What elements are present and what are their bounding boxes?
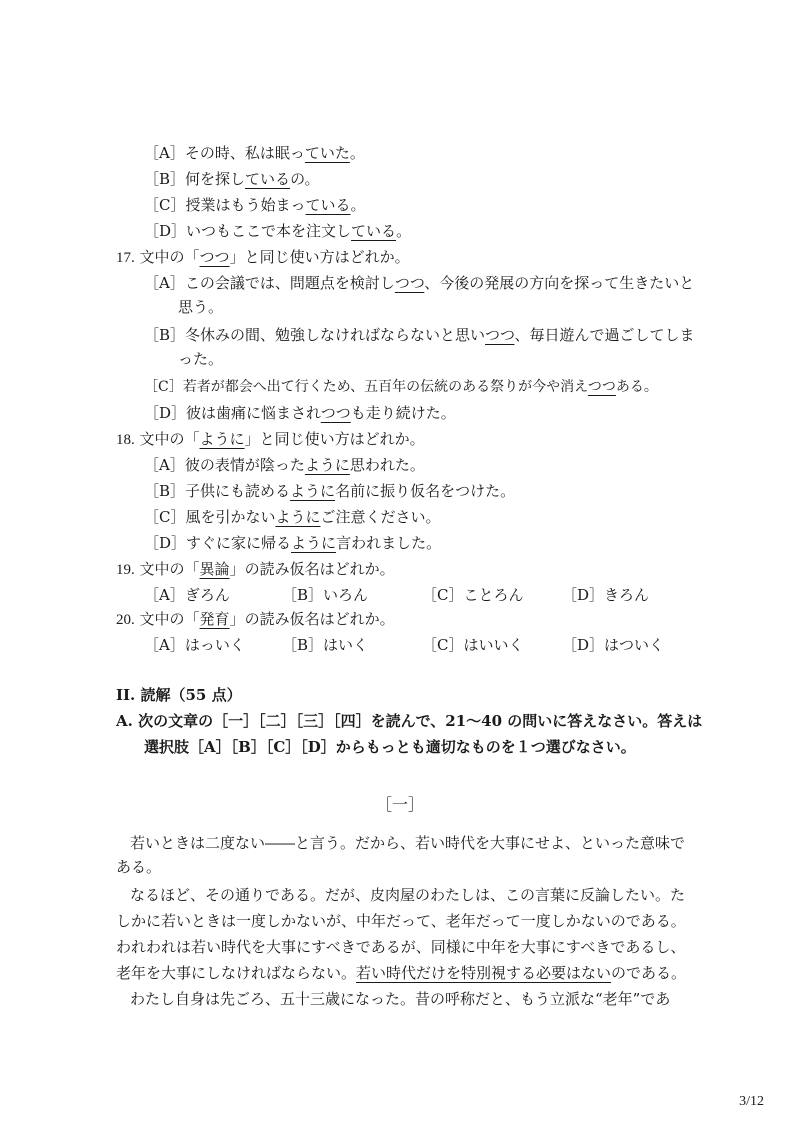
option-text: 何を探し — [185, 170, 246, 188]
option-text: はいく — [323, 636, 369, 654]
underlined-text: ている — [245, 170, 291, 188]
option-text: ことろん — [463, 586, 524, 604]
option-text: 彼は歯痛に悩まされ — [186, 404, 321, 422]
q16-option-c — [144, 194, 366, 216]
q19-question — [116, 558, 395, 581]
option-d — [562, 634, 664, 656]
passage-title: ［一］ — [375, 795, 424, 814]
question-text: 」と同じ使い方はどれか。 — [229, 248, 410, 266]
underlined-text: ている — [351, 222, 397, 240]
option-label: ［D］ — [562, 586, 605, 604]
option-text: 。 — [350, 196, 366, 214]
passage-line-5: われわれは若い時代を大事にすべきであるが、同様に中年を大事にすべきであるし、 — [116, 938, 686, 956]
underlined-text: つつ — [394, 274, 425, 292]
q17-question — [116, 246, 410, 269]
option-text: いろん — [323, 586, 369, 604]
passage-line-3: なるほど、その通りである。だが、皮肉屋のわたしは、この言葉に反論したい。た — [130, 886, 686, 904]
option-text: 名前に振り仮名をつけた。 — [335, 482, 516, 500]
option-label: ［C］ — [422, 636, 464, 654]
underlined-text: つつ — [199, 248, 230, 266]
option-b — [282, 584, 422, 606]
option-label: ［A］ — [144, 456, 185, 474]
underlined-text: ように — [290, 482, 336, 500]
question-text: 文中の「 — [139, 248, 200, 266]
option-label: ［B］ — [144, 482, 186, 500]
option-label: ［A］ — [144, 586, 185, 604]
option-b — [282, 634, 422, 656]
option-text: 授業はもう始まっ — [185, 196, 306, 214]
passage-line-2: ある。 — [116, 858, 162, 876]
option-text: 冬休みの間、勉強しなければならないと思い — [185, 326, 486, 344]
option-text: 。 — [396, 222, 412, 240]
q20-options — [144, 634, 664, 656]
option-label: ［A］ — [144, 144, 185, 162]
option-label: ［B］ — [282, 636, 324, 654]
option-text: その時、私は眠っ — [184, 144, 305, 162]
underlined-text: ように — [275, 508, 321, 526]
option-text: はっいく — [184, 636, 245, 654]
instruction-number: A. — [116, 712, 133, 730]
q16-option-d — [144, 220, 411, 242]
page-number: 3/12 — [739, 1094, 764, 1109]
option-label: ［D］ — [144, 222, 187, 240]
question-number: 19. — [116, 562, 135, 578]
instruction-text: 次の文章の［一］［二］［三］［四］を読んで、21～40 の問いに答えなさい。答えは — [138, 712, 703, 730]
question-text: 」の読み仮名はどれか。 — [229, 610, 395, 628]
option-text: すぐに家に帰る — [186, 534, 292, 552]
option-label: ［A］ — [144, 636, 185, 654]
option-label: ［B］ — [144, 170, 186, 188]
underlined-text: ように — [304, 456, 350, 474]
option-text: きろん — [604, 586, 650, 604]
option-a — [144, 634, 282, 656]
underlined-text: 発育 — [199, 610, 230, 628]
underlined-text: ように — [291, 534, 337, 552]
q18-option-d — [144, 532, 441, 554]
option-label: ［C］ — [144, 196, 186, 214]
option-label: ［D］ — [144, 534, 187, 552]
option-label: ［C］ — [422, 586, 464, 604]
underlined-text: 異論 — [199, 560, 230, 578]
option-a — [144, 584, 282, 606]
option-label: ［D］ — [144, 404, 187, 422]
passage-text: 老年を大事にしなければならない。 — [116, 964, 357, 982]
q17-option-d — [144, 402, 456, 424]
option-text: 彼の表情が陰った — [184, 456, 305, 474]
q16-option-a — [144, 142, 365, 164]
question-text: 」の読み仮名はどれか。 — [229, 560, 395, 578]
passage-line-4: しかに若いときは一度しかないが、中年だって、老年だって一度しかないのである。 — [116, 912, 686, 930]
question-number: 18. — [116, 432, 135, 448]
option-text: はついく — [604, 636, 665, 654]
option-text: ある。 — [615, 379, 658, 395]
underlined-text: ように — [199, 430, 245, 448]
option-d — [562, 584, 649, 606]
question-text: 文中の「 — [139, 560, 200, 578]
option-text: 。 — [349, 144, 365, 162]
option-text: の。 — [290, 170, 320, 188]
underlined-text: つつ — [485, 326, 515, 344]
option-text: ご注意ください。 — [320, 508, 441, 526]
option-text: 風を引かない — [185, 508, 276, 526]
question-text: 文中の「 — [139, 430, 200, 448]
q17-option-b-cont — [178, 348, 223, 370]
passage-text: のである。 — [611, 964, 687, 982]
q17-option-c — [144, 376, 658, 398]
underlined-text: つつ — [320, 404, 351, 422]
option-text: ぎろん — [184, 586, 230, 604]
q18-question — [116, 428, 425, 451]
passage-line-1: 若いときは二度ない――と言う。だから、若い時代を大事にせよ、といった意味で — [130, 834, 686, 852]
q18-option-a — [144, 454, 425, 476]
option-c — [422, 634, 562, 656]
option-text: この会議では、問題点を検討し — [184, 274, 395, 292]
passage-line-7: わたし自身は先ごろ、五十三歳になった。昔の呼称だと、もう立派な“老年”であ — [130, 990, 671, 1008]
option-text: 思われた。 — [349, 456, 425, 474]
option-text: 、今後の発展の方向を探って生きたいと — [424, 274, 695, 292]
underlined-text: 若い時代だけを特別視する必要はない — [356, 964, 612, 982]
section-heading: II. 読解（55 点） — [116, 686, 242, 704]
option-text: 言われました。 — [336, 534, 442, 552]
q20-question — [116, 608, 395, 631]
question-number: 20. — [116, 612, 135, 628]
q16-option-b — [144, 168, 319, 190]
passage-line-6 — [116, 962, 686, 984]
instruction-line-2: 選択肢［A］［B］［C］［D］からもっとも適切なものを１つ選びなさい。 — [144, 738, 636, 756]
option-text: 子供にも読める — [185, 482, 291, 500]
question-text: 文中の「 — [139, 610, 200, 628]
question-number: 17. — [116, 250, 135, 266]
option-label: ［B］ — [282, 586, 324, 604]
option-c — [422, 584, 562, 606]
option-label: ［C］ — [144, 508, 186, 526]
option-text: 思う。 — [178, 298, 224, 316]
option-text: も走り続けた。 — [350, 404, 456, 422]
option-text: 若者が都会へ出て行くため、五百年の伝統のある祭りが今や消え — [182, 379, 588, 395]
underlined-text: つつ — [587, 379, 616, 395]
q19-options — [144, 584, 649, 606]
q17-option-a-cont — [178, 296, 223, 318]
option-text: いつもここで本を注文し — [186, 222, 352, 240]
q17-option-b — [144, 324, 694, 346]
option-label: ［A］ — [144, 274, 185, 292]
underlined-text: ていた — [304, 144, 350, 162]
option-text: った。 — [178, 350, 224, 368]
option-label: ［D］ — [562, 636, 605, 654]
q18-option-b — [144, 480, 515, 502]
q18-option-c — [144, 506, 441, 528]
question-text: 」と同じ使い方はどれか。 — [244, 430, 425, 448]
q17-option-a — [144, 272, 694, 294]
instruction-line-1 — [116, 710, 702, 732]
underlined-text: ている — [305, 196, 351, 214]
option-text: はいいく — [463, 636, 524, 654]
option-label: ［B］ — [144, 326, 186, 344]
option-text: 、毎日遊んで過ごしてしま — [514, 326, 695, 344]
option-label: ［C］ — [144, 379, 183, 395]
